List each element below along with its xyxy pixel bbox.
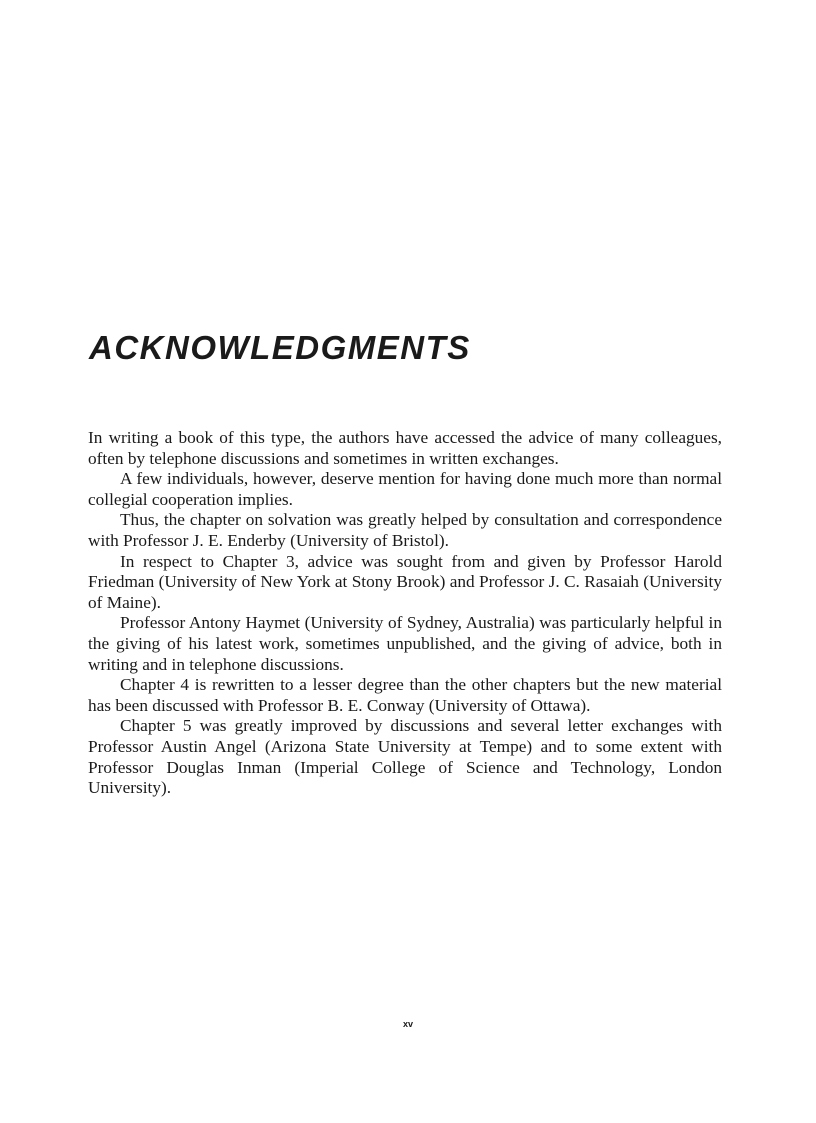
paragraph-6: Chapter 4 is rewritten to a lesser degree than the other chapters but the new material has been discussed with Professor B. E. Conway (University of Ottawa). [88,675,722,715]
paragraph-4: In respect to Chapter 3, advice was sought from and given by Professor Harold Friedman (University of New York at Stony Brook) and Professor J. C. Rasaiah (University of Maine). [88,551,722,612]
paragraph-7: Chapter 5 was greatly improved by discussions and several letter exchanges with Professor Austin Angel (Arizona State University at Tempe) and to some extent with Professor Douglas Inman (Imperial College of Science and Technology, London University). [88,716,722,798]
acknowledgments-body [88,428,722,799]
page-number: xv [402,1019,413,1029]
paragraph-2: A few individuals, however, deserve mention for having done much more than normal collegial cooperation implies. [88,469,722,509]
paragraph-1: In writing a book of this type, the authors have accessed the advice of many colleagues, often by telephone discussions and sometimes in written exchanges. [88,428,722,468]
paragraph-3: Thus, the chapter on solvation was greatly helped by consultation and correspondence with Professor J. E. Enderby (University of Bristol). [88,510,722,550]
paragraph-5: Professor Antony Haymet (University of Sydney, Australia) was particularly helpful in the giving of his latest work, sometimes unpublished, and the giving of advice, both in writing and in telephone discussions. [88,613,722,674]
page-title: ACKNOWLEDGMENTS [89,329,471,366]
